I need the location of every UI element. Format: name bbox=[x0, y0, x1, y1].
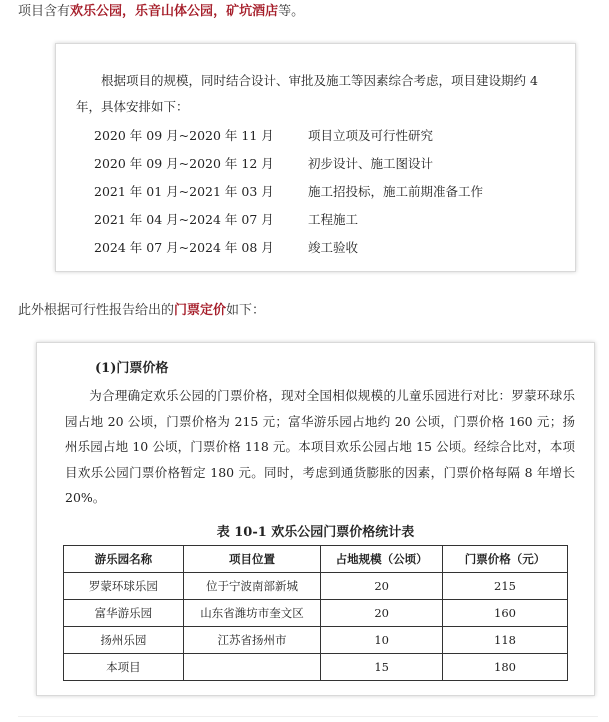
divider bbox=[18, 716, 598, 717]
header-price: 门票价格（元） bbox=[443, 546, 568, 573]
cell-location bbox=[183, 654, 321, 681]
schedule-row: 2021 年 04 月~2024 年 07 月 工程施工 bbox=[94, 212, 359, 227]
intro-separator-1: ， bbox=[122, 4, 136, 19]
cell-location: 江苏省扬州市 bbox=[183, 627, 321, 654]
schedule-intro: 根据项目的规模，同时结合设计、审批及施工等因素综合考虑，项目建设期约 4 年，具体安排如下： bbox=[76, 73, 538, 114]
cell-park-name: 罗蒙环球乐园 bbox=[64, 573, 184, 600]
link-yueyin-park[interactable]: 乐音山体公园 bbox=[135, 4, 214, 19]
cell-area: 20 bbox=[321, 573, 443, 600]
header-park-name: 游乐园名称 bbox=[64, 546, 184, 573]
schedule-image bbox=[55, 43, 576, 272]
pricing-suffix: 如下： bbox=[226, 303, 266, 318]
table-caption: 表 10-1 欢乐公园门票价格统计表 bbox=[216, 525, 415, 540]
price-table bbox=[63, 545, 568, 681]
pricing-intro-line bbox=[18, 302, 265, 320]
header-location: 项目位置 bbox=[183, 546, 321, 573]
link-mine-hotel[interactable]: 矿坑酒店 bbox=[226, 4, 279, 19]
table-header-row bbox=[64, 546, 568, 573]
intro-separator-2: ， bbox=[213, 4, 227, 19]
cell-price: 180 bbox=[443, 654, 568, 681]
cell-area: 20 bbox=[321, 600, 443, 627]
intro-line bbox=[18, 3, 304, 21]
pricing-prefix: 此外根据可行性报告给出的 bbox=[18, 303, 175, 318]
cell-park-name: 扬州乐园 bbox=[64, 627, 184, 654]
cell-price: 160 bbox=[443, 600, 568, 627]
ticket-price-image bbox=[36, 342, 595, 696]
table-row bbox=[64, 627, 568, 654]
cell-price: 118 bbox=[443, 627, 568, 654]
cell-area: 10 bbox=[321, 627, 443, 654]
cell-park-name: 本项目 bbox=[64, 654, 184, 681]
schedule-row: 2020 年 09 月~2020 年 11 月 项目立项及可行性研究 bbox=[94, 128, 434, 143]
link-huanle-park[interactable]: 欢乐公园 bbox=[70, 4, 123, 19]
header-area: 占地规模（公顷） bbox=[321, 546, 443, 573]
table-row bbox=[64, 600, 568, 627]
cell-location: 山东省潍坊市奎文区 bbox=[183, 600, 321, 627]
section-heading: (1)门票价格 bbox=[95, 361, 169, 376]
schedule-row: 2024 年 07 月~2024 年 08 月 竣工验收 bbox=[94, 240, 359, 255]
price-paragraph: 为合理确定欢乐公园的门票价格，现对全国相似规模的儿童乐园进行对比：罗蒙环球乐园占地 20 公顷，门票价格为 215 元；富华游乐园占地约 20 公顷，门票价格 160 元；扬州乐园占地 10 公顷，门票价格 118 元。本项目欢乐公园占地 15 公顷。经综合比对，本项目欢乐公园门票价格暂定 180 元。同时，考虑到通货膨胀的因素，门票价格每隔 8 年增长 20%。 bbox=[65, 388, 575, 505]
cell-area: 15 bbox=[321, 654, 443, 681]
link-ticket-pricing[interactable]: 门票定价 bbox=[174, 303, 227, 318]
schedule-row: 2021 年 01 月~2021 年 03 月 施工招投标，施工前期准备工作 bbox=[94, 184, 484, 199]
cell-park-name: 富华游乐园 bbox=[64, 600, 184, 627]
cell-location: 位于宁波南部新城 bbox=[183, 573, 321, 600]
cell-price: 215 bbox=[443, 573, 568, 600]
table-row bbox=[64, 573, 568, 600]
schedule-row: 2020 年 09 月~2020 年 12 月 初步设计、施工图设计 bbox=[94, 156, 434, 171]
intro-prefix: 项目含有 bbox=[18, 4, 71, 19]
intro-suffix: 等。 bbox=[278, 4, 305, 19]
table-row bbox=[64, 654, 568, 681]
